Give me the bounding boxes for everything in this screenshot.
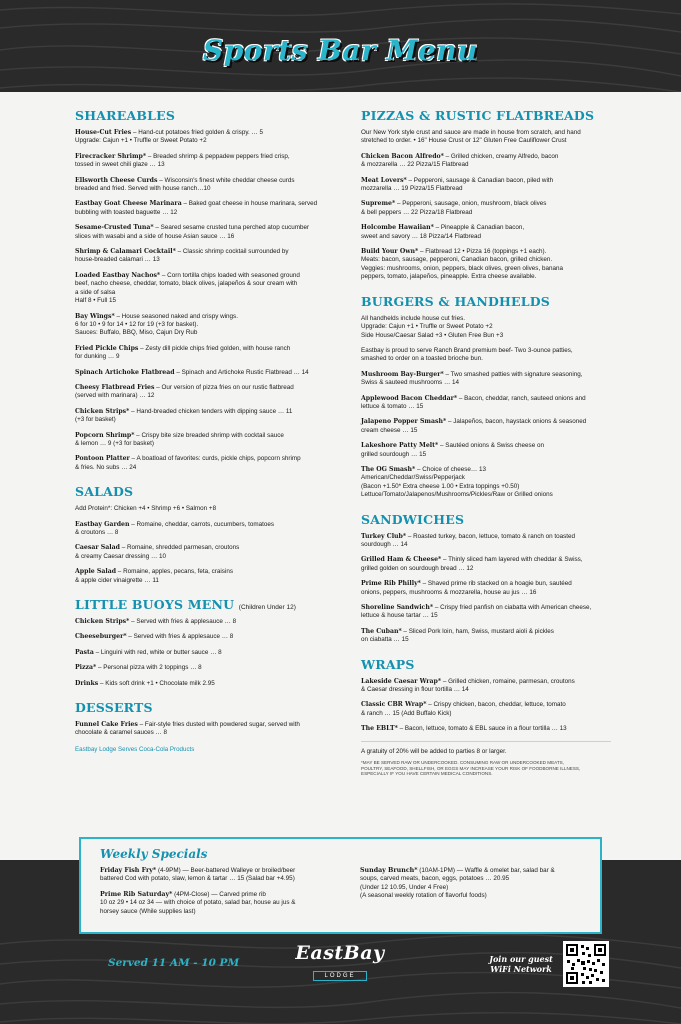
kids-list: [75, 618, 335, 688]
special-desc: battered Cod with potato, slaw, lemon & tartar … 15 (Salad bar +4.95): [100, 875, 295, 883]
menu-item-line: [75, 618, 335, 626]
menu-item-line: tossed in sweet chili glaze … 13: [75, 161, 165, 169]
menu-item-line: for dunking … 9: [75, 353, 120, 361]
menu-item-line: chocolate & caramel sauces … 8: [75, 729, 168, 737]
menu-item-line: [361, 371, 611, 379]
menu-item-desc: – Hand-cut potatoes fried golden & crispy. … 5: [131, 129, 264, 136]
menu-item-line: [75, 680, 335, 688]
menu-item: [361, 556, 611, 573]
menu-item-line: [361, 533, 611, 541]
menu-item: [75, 680, 335, 688]
menu-item-name: The EBLT*: [361, 725, 398, 733]
menu-item-line: & croutons … 8: [75, 529, 119, 536]
menu-item-line: 6 for 10 • 9 for 14 • 12 for 19 (+3 for basket).: [75, 320, 199, 328]
menu-item: [75, 153, 335, 170]
pizzas-note: [361, 129, 611, 146]
menu-item-line: lettuce & tomato … 15: [361, 402, 424, 410]
menu-item-desc: – Flatbread 12 • Pizza 16 (toppings +1 each).: [418, 248, 547, 256]
menu-item-line: [75, 432, 335, 440]
menu-item-line: [361, 418, 611, 426]
menu-item-line: [75, 384, 335, 392]
menu-item-desc: – House seasoned naked and crispy wings.: [114, 312, 238, 320]
menu-item: [361, 248, 611, 282]
menu-item: [361, 678, 611, 695]
menu-item: [361, 725, 611, 733]
menu-item-name: Classic CBR Wrap*: [361, 701, 427, 709]
menu-item-desc: – Seared sesame crusted tuna perched atop cucumber: [153, 224, 310, 232]
menu-item: [361, 466, 611, 500]
menu-item-name: Cheeseburger*: [75, 633, 127, 641]
menu-item-name: Apple Salad: [75, 568, 117, 576]
special-name: Friday Fish Fry*: [100, 867, 157, 874]
qr-pattern: [563, 941, 609, 987]
menu-item-desc: – Thinly sliced ham layered with cheddar & Swiss,: [441, 556, 583, 564]
menu-item-line: & Caesar dressing in flour tortilla … 14: [361, 686, 469, 694]
menu-item-name: House-Cut Fries: [75, 129, 132, 136]
menu-item-line: (Bacon +1.50* Extra cheese 1.00 • Extra toppings +0.50): [361, 482, 520, 490]
special-desc: (A seasonal weekly rotation of flavorful foods): [360, 892, 487, 900]
menu-item-line: & bell peppers … 22 Pizza/18 Flatbread: [361, 208, 473, 216]
menu-item-line: sweet and savory … 18 Pizza/14 Flatbread: [361, 232, 482, 240]
menu-item-line: breaded and fried. Served with house ranch…10: [75, 185, 211, 193]
menu-item-name: Sesame-Crusted Tuna*: [75, 224, 154, 232]
menu-item-name: Holcombe Hawaiian*: [361, 224, 434, 232]
menu-item-line: [75, 664, 335, 672]
left-column: [75, 108, 335, 753]
special-desc: (4PM-Close) — Carved prime rib: [172, 890, 266, 898]
menu-item-line: [361, 556, 611, 564]
menu-item-desc: – Zesty dill pickle chips fried golden, with house ranch: [138, 344, 291, 352]
special-desc: (Under 12 10.95, Under 4 Free): [360, 883, 449, 891]
menu-item-desc: – Fair-style fries dusted with powdered sugar, served with: [137, 721, 300, 729]
menu-item-name: Supreme*: [361, 200, 396, 208]
menu-item-name: Eastbay Garden: [75, 520, 130, 528]
menu-item-line: [361, 604, 611, 612]
menu-item-name: Shoreline Sandwich*: [361, 604, 434, 612]
special-desc: horsey sauce (While supplies last): [100, 907, 196, 915]
section-title-wraps: WRAPS: [361, 656, 415, 672]
menu-item-line: [361, 725, 611, 733]
burgers-note-line: Eastbay is proud to serve Ranch Brand premium beef- Two 3-ounce patties,: [361, 346, 573, 354]
menu-item-name: Loaded Eastbay Nachos*: [75, 271, 161, 279]
menu-item-line: & apple cider vinaigrette … 11: [75, 576, 159, 584]
special-name: Prime Rib Saturday*: [100, 890, 173, 898]
menu-item-line: [361, 153, 611, 161]
menu-item-line: Half 8 • Full 15: [75, 297, 117, 305]
menu-item-line: [361, 177, 611, 185]
logo-text: EastBay: [295, 942, 385, 964]
page-title: Sports Bar Menu: [202, 34, 478, 67]
menu-item-name: Applewood Bacon Cheddar*: [361, 394, 458, 402]
menu-item-line: house-breaded calamari … 13: [75, 256, 160, 264]
menu-item-name: Ellsworth Cheese Curds: [75, 176, 158, 184]
menu-item: [75, 177, 335, 194]
menu-item-line: [75, 272, 335, 280]
menu-item: [75, 272, 335, 306]
salads-protein-note: Add Protein*: Chicken +4 • Shrimp +6 • Salmon +8: [75, 505, 217, 513]
menu-item-name: Pasta: [75, 648, 94, 656]
wifi-line: WiFi Network: [490, 964, 552, 974]
menu-item-name: Chicken Bacon Alfredo*: [361, 152, 444, 160]
menu-item-desc: – Wisconsin's finest white cheddar cheese curds: [157, 176, 295, 184]
menu-item-desc: – Corn tortilla chips loaded with seasoned ground: [160, 271, 300, 279]
menu-item-line: [75, 568, 335, 576]
menu-item: [75, 721, 335, 738]
menu-item-desc: – Pepperoni, sausage & Canadian bacon, piled with: [406, 176, 554, 184]
menu-item-line: [361, 248, 611, 256]
menu-item: [75, 345, 335, 362]
menu-item-desc: – Grilled chicken, creamy Alfredo, bacon: [443, 152, 559, 160]
menu-item-desc: – Crispy chicken, bacon, cheddar, lettuce, tomato: [426, 701, 566, 709]
menu-item-desc: – Two smashed patties with signature seasoning,: [443, 370, 583, 378]
menu-item-name: Firecracker Shrimp*: [75, 152, 147, 160]
menu-item-desc: – Crispy fried panfish on ciabatta with American cheese,: [433, 604, 592, 612]
menu-item-desc: – Kids soft drink +1 • Chocolate milk 2.95: [98, 679, 215, 687]
menu-item: [361, 442, 611, 459]
menu-item: [361, 701, 611, 718]
menu-item-line: [75, 649, 335, 657]
specials-left: [100, 867, 350, 916]
burgers-beef-note: [361, 347, 611, 364]
menu-item-line: a side of salsa: [75, 288, 116, 296]
menu-item-line: Upgrade: Cajun +1 • Truffle or Sweet Potato +2: [75, 137, 207, 145]
shareables-list: [75, 129, 335, 472]
salads-list: [75, 521, 335, 585]
section-title-salads: SALADS: [75, 484, 134, 500]
menu-item: [75, 200, 335, 217]
menu-item-desc: – Roasted turkey, bacon, lettuce, tomato & ranch on toasted: [406, 532, 576, 540]
menu-item-desc: – Pepperoni, sausage, onion, mushroom, black olives: [395, 200, 547, 208]
menu-item: [75, 455, 335, 472]
menu-item-line: slices with wasabi and a side of house Asian sauce … 16: [75, 232, 235, 240]
menu-item: [75, 384, 335, 401]
menu-item-line: [361, 678, 611, 686]
menu-item-desc: – Hand-breaded chicken tenders with dipping sauce … 11: [129, 407, 293, 415]
menu-item-line: [75, 544, 335, 552]
menu-item-line: (+3 for basket): [75, 416, 116, 424]
kids-title: LITTLE BUOYS MENU: [75, 597, 235, 613]
menu-item-name: Chicken Strips*: [75, 407, 130, 415]
menu-item-line: [361, 580, 611, 588]
menu-item: [361, 418, 611, 435]
menu-item: [75, 369, 335, 377]
menu-item-desc: – Jalapeños, bacon, haystack onions & seasoned: [446, 418, 587, 426]
raw-food-warning: *MAY BE SERVED RAW OR UNDERCOOKED. CONSUMING RAW OR UNDERCOOKED MEATS,: [361, 760, 564, 766]
right-column: [361, 108, 611, 777]
menu-item-line: [75, 313, 335, 321]
section-title-desserts: DESSERTS: [75, 700, 153, 716]
menu-item-line: [361, 628, 611, 636]
section-title-shareables: SHAREABLES: [75, 108, 176, 123]
menu-item-name: Shrimp & Calamari Cocktail*: [75, 248, 176, 256]
menu-item-line: [75, 369, 335, 377]
menu-item-desc: – Sautéed onions & Swiss cheese on: [438, 442, 544, 450]
menu-item-line: [75, 455, 335, 463]
menu-item-desc: – Bacon, cheddar, ranch, sauteed onions and: [457, 394, 586, 402]
menu-item-line: lettuce & house tartar … 15: [361, 612, 438, 620]
menu-item-line: & mozzarella … 22 Pizza/15 Flatbread: [361, 161, 469, 169]
menu-header: [0, 0, 681, 92]
menu-item-desc: – Pineapple & Canadian bacon,: [433, 224, 525, 232]
burgers-list: [361, 371, 611, 500]
menu-item-name: Funnel Cake Fries: [75, 721, 138, 729]
menu-item-name: Lakeside Caesar Wrap*: [361, 677, 442, 685]
section-title-burgers: BURGERS & HANDHELDS: [361, 293, 551, 309]
menu-item-name: Eastbay Goat Cheese Marinara: [75, 200, 182, 208]
menu-item-line: & fries. No subs … 24: [75, 463, 137, 471]
specials-right: [360, 867, 595, 901]
special-saturday: [100, 891, 350, 899]
menu-item: [75, 633, 335, 641]
menu-item-name: The Cuban*: [361, 627, 402, 635]
menu-item-line: [361, 701, 611, 709]
menu-item: [75, 664, 335, 672]
wifi-qr-code-icon[interactable]: [563, 941, 609, 987]
menu-item-desc: – Our version of pizza fries on our rustic flatbread: [154, 383, 294, 391]
menu-item-name: Prime Rib Philly*: [361, 580, 421, 588]
menu-item: [75, 248, 335, 265]
menu-item: [75, 313, 335, 338]
menu-item: [75, 408, 335, 425]
menu-item-line: cream cheese … 15: [361, 426, 418, 434]
menu-item-name: Spinach Artichoke Flatbread: [75, 368, 175, 376]
special-desc: 10 oz 29 • 14 oz 34 — with choice of potato, salad bar, house au jus &: [100, 899, 296, 907]
menu-item-line: & creamy Caesar dressing … 10: [75, 552, 166, 560]
special-name: Sunday Brunch*: [360, 867, 418, 874]
menu-item-line: grilled golden on sourdough bread … 12: [361, 564, 474, 572]
menu-item-name: Pontoon Platter: [75, 455, 130, 463]
special-desc: (10AM-1PM) — Waffle & omelet bar, salad bar &: [417, 867, 555, 874]
eastbay-lodge-logo: [290, 942, 390, 992]
menu-item-desc: – A boatload of favorites: curds, pickle chips, popcorn shrimp: [129, 455, 301, 463]
raw-food-warning: POULTRY, SEAFOOD, SHELLFISH, OR EGGS MAY INCREASE YOUR RISK OF FOODBORNE ILLNESS,: [361, 765, 581, 771]
menu-item-line: bubbling with toasted baguette … 12: [75, 208, 178, 216]
weekly-specials-box: [79, 837, 602, 934]
special-friday: [100, 867, 350, 875]
menu-item-line: [75, 345, 335, 353]
menu-item-name: Bay Wings*: [75, 312, 115, 320]
menu-item-line: onions, peppers, mushrooms & mozzarella, house au jus … 16: [361, 588, 537, 596]
menu-item-name: Fried Pickle Chips: [75, 344, 139, 352]
menu-item-desc: – Grilled chicken, romaine, parmesan, croutons: [441, 677, 575, 685]
sandwiches-list: [361, 533, 611, 645]
menu-item-line: & ranch … 15 (Add Buffalo Kick): [361, 709, 452, 717]
menu-item-line: Swiss & sauteed mushrooms … 14: [361, 379, 459, 387]
menu-item-desc: – Served with fries & applesauce … 8: [129, 618, 237, 626]
menu-item: [361, 200, 611, 217]
menu-item-line: [75, 177, 335, 185]
menu-item-line: [75, 521, 335, 529]
menu-item-line: [361, 224, 611, 232]
wifi-line: Join our guest: [489, 954, 553, 964]
menu-item-line: [361, 395, 611, 403]
menu-item-name: Cheesy Flatbread Fries: [75, 383, 155, 391]
menu-item-name: Turkey Club*: [361, 532, 407, 540]
menu-item-line: sourdough … 14: [361, 541, 408, 548]
menu-item-line: [75, 224, 335, 232]
burgers-note-line: Side House/Caesar Salad +3 • Gluten Free Bun +3: [361, 331, 504, 339]
desserts-list: [75, 721, 335, 738]
menu-item-desc: – Spinach and Artichoke Rustic Flatbread … 14: [174, 368, 309, 376]
menu-item-line: [75, 200, 335, 208]
menu-item-desc: – Romaine, shredded parmesan, croutons: [119, 544, 240, 552]
weekly-specials-title: Weekly Specials: [100, 847, 208, 861]
menu-item-line: mozzarella … 19 Pizza/15 Flatbread: [361, 185, 463, 193]
menu-item-line: Sauces: Buffalo, BBQ, Miso, Cajun Dry Rub: [75, 329, 198, 337]
menu-item-name: Pizza*: [75, 664, 97, 672]
special-desc: (4-9PM) — Beer-battered Walleye or broiled/beer: [156, 867, 296, 874]
menu-item-line: American/Cheddar/Swiss/Pepperjack: [361, 474, 465, 482]
menu-item-desc: – Personal pizza with 2 toppings … 8: [96, 664, 202, 672]
menu-item-name: Lakeshore Patty Melt*: [361, 442, 439, 450]
menu-item-desc: – Romaine, cheddar, carrots, cucumbers, tomatoes: [129, 520, 275, 528]
menu-item-line: [361, 466, 611, 474]
menu-item-name: Caesar Salad: [75, 544, 120, 552]
coca-cola-credit: Eastbay Lodge Serves Coca-Cola Products: [75, 745, 195, 753]
pizzas-note-line: stretched to order. • 16" House Crust or 12" Gluten Free Cauliflower Crust: [361, 137, 567, 145]
pizzas-note-line: Our New York style crust and sauce are made in house from scratch, and hand: [361, 129, 581, 136]
menu-item-line: [75, 408, 335, 416]
menu-item-name: Popcorn Shrimp*: [75, 431, 135, 439]
menu-item-line: [75, 129, 335, 137]
pizzas-list: [361, 153, 611, 282]
menu-item-line: [361, 200, 611, 208]
menu-item-desc: – Crispy bite size breaded shrimp with cocktail sauce: [134, 431, 284, 439]
section-title-kids: [75, 597, 335, 612]
wraps-list: [361, 678, 611, 734]
menu-item-desc: – Sliced Pork loin, ham, Swiss, mustard aioli & pickles: [401, 627, 554, 635]
logo-subtext: LODGE: [313, 971, 366, 981]
menu-item-name: Chicken Strips*: [75, 618, 130, 626]
menu-item-line: (served with marinara) … 12: [75, 392, 155, 400]
menu-item-desc: – Served with fries & applesauce … 8: [126, 633, 234, 641]
menu-item: [361, 533, 611, 550]
menu-item-desc: – Classic shrimp cocktail surrounded by: [175, 248, 289, 256]
menu-item-name: Grilled Ham & Cheese*: [361, 556, 442, 564]
menu-item-desc: – Choice of cheese… 13: [415, 465, 486, 473]
menu-item-line: beef, nacho cheese, cheddar, tomato, black olives, jalapeños & sour cream with: [75, 280, 298, 288]
special-sunday: [360, 867, 595, 875]
menu-item-line: [361, 442, 611, 450]
menu-item-line: & lemon … 9 (+3 for basket): [75, 439, 154, 447]
section-title-pizzas: PIZZAS & RUSTIC FLATBREADS: [361, 108, 595, 123]
menu-item-name: Jalapeno Popper Smash*: [361, 418, 447, 426]
menu-item-name: Drinks: [75, 679, 99, 687]
menu-item-desc: – Shaved prime rib stacked on a hoagie bun, sautéed: [420, 580, 572, 588]
menu-item: [75, 618, 335, 626]
menu-item-name: Mushroom Bay-Burger*: [361, 370, 444, 378]
special-desc: soups, carved meats, bacon, eggs, potatoes … 20.95: [360, 875, 510, 883]
gratuity-note: A gratuity of 20% will be added to parties 8 or larger.: [361, 747, 507, 755]
menu-item-line: Lettuce/Tomato/Jalapenos/Mushrooms/Pickles/Raw or Grilled onions: [361, 491, 553, 499]
menu-item: [75, 129, 335, 146]
menu-item: [75, 544, 335, 561]
menu-item: [75, 649, 335, 657]
menu-item-line: on ciabatta … 15: [361, 636, 409, 644]
menu-item-line: Veggies: mushrooms, onion, peppers, black olives, green olives, banana: [361, 264, 563, 272]
menu-item-line: [75, 721, 335, 729]
burgers-note-line: Upgrade: Cajun +1 • Truffle or Sweet Potato +2: [361, 323, 493, 331]
menu-item-name: Meat Lovers*: [361, 176, 407, 184]
menu-item-desc: – Romaine, apples, pecans, feta, craisins: [116, 568, 233, 576]
wifi-callout: [482, 954, 560, 974]
menu-item: [361, 604, 611, 621]
menu-item: [361, 580, 611, 597]
menu-item: [361, 177, 611, 194]
menu-item: [361, 628, 611, 645]
menu-item-name: The OG Smash*: [361, 465, 416, 473]
burgers-note-line: smashed to order on a toasted brioche bun.: [361, 355, 483, 363]
menu-item-desc: – Linguini with red, white or butter sauce … 8: [93, 648, 222, 656]
menu-item: [75, 432, 335, 449]
menu-item-line: [75, 633, 335, 641]
kids-subtitle: (Children Under 12): [238, 604, 296, 612]
menu-item-line: peppers, tomato, jalapeños, pineapple. Extra cheese available.: [361, 273, 537, 281]
menu-item-desc: – Breaded shrimp & peppadew peppers fried crisp,: [146, 152, 290, 160]
menu-item-line: [75, 153, 335, 161]
serving-hours: Served 11 AM - 10 PM: [108, 957, 240, 969]
menu-item-line: Meats: bacon, sausage, pepperoni, Canadian bacon, grilled chicken.: [361, 256, 553, 264]
raw-food-warning: ESPECIALLY IF YOU HAVE CERTAIN MEDICAL CONDITIONS.: [361, 771, 493, 777]
menu-item: [75, 224, 335, 241]
divider: [361, 741, 611, 742]
menu-item-name: Build Your Own*: [361, 248, 419, 256]
menu-item: [75, 568, 335, 585]
menu-item: [75, 521, 335, 538]
menu-item: [361, 395, 611, 412]
burgers-note: [361, 315, 611, 340]
menu-item: [361, 224, 611, 241]
burgers-note-line: All handhelds include house cut fries.: [361, 314, 465, 322]
menu-item-line: grilled sourdough … 15: [361, 450, 427, 458]
section-title-sandwiches: SANDWICHES: [361, 511, 465, 527]
menu-item-desc: – Baked goat cheese in house marinara, served: [181, 200, 318, 208]
menu-item: [361, 371, 611, 388]
menu-item: [361, 153, 611, 170]
menu-item-desc: – Bacon, lettuce, tomato & EBL sauce in a flour tortilla … 13: [397, 725, 567, 733]
menu-item-line: [75, 248, 335, 256]
